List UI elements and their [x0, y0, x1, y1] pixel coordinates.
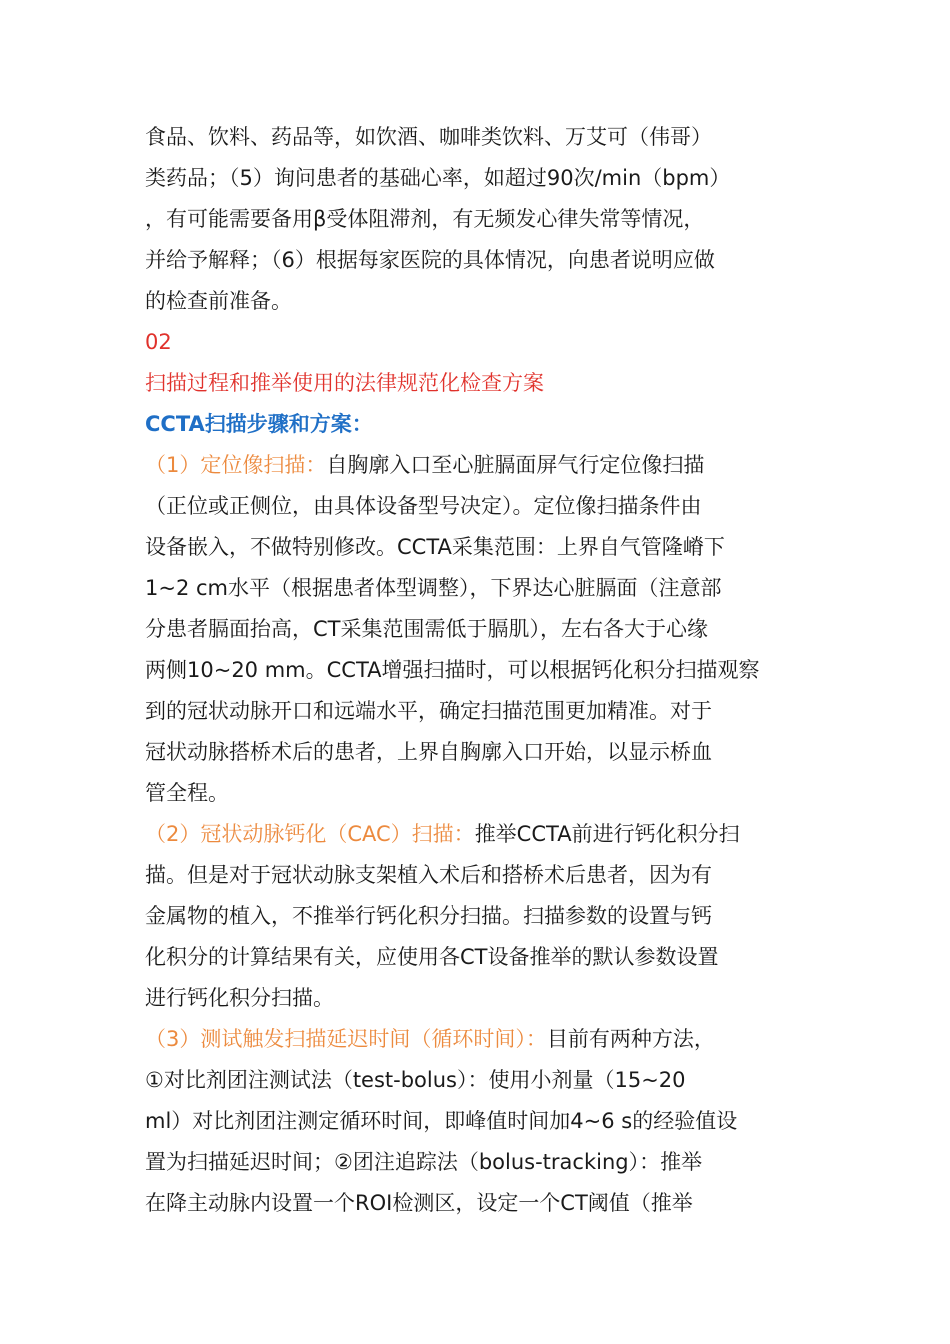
step1-first-line: [145, 445, 815, 486]
step1-line: 分患者膈面抬高，CT采集范围需低于膈肌），左右各大于心缘: [145, 617, 708, 641]
step3-line: ①对比剂团注测试法（test-bolus）：使用小剂量（15~20: [145, 1068, 686, 1092]
step1-first-text: 自胸廓入口至心脏膈面屏气行定位像扫描: [326, 453, 705, 477]
section-number: 02: [145, 330, 172, 354]
step2-line: 描。但是对于冠状动脉支架植入术后和搭桥术后患者，因为有: [145, 863, 712, 887]
step1-line: （正位或正侧位，由具体设备型号决定）。定位像扫描条件由: [145, 494, 702, 518]
intro-line: 食品、饮料、药品等，如饮酒、咖啡类饮料、万艾可（伟哥）: [145, 125, 712, 149]
intro-line: 的检查前准备。: [145, 289, 292, 313]
intro-line: 类药品；（5）询问患者的基础心率，如超过90次/min（bpm）: [145, 166, 731, 190]
step3-line: ml）对比剂团注测定循环时间，即峰值时间加4~6 s的经验值设: [145, 1109, 738, 1133]
step2-line: 金属物的植入，不推举行钙化积分扫描。扫描参数的设置与钙: [145, 904, 712, 928]
intro-line: 并给予解释；（6）根据每家医院的具体情况，向患者说明应做: [145, 248, 715, 272]
step3-first-text: 目前有两种方法，: [546, 1027, 715, 1051]
intro-line: ，有可能需要备用β受体阻滞剂，有无频发心律失常等情况，: [145, 207, 705, 231]
document-body: [145, 117, 815, 1224]
step3-first-line: [145, 1019, 815, 1060]
step1-line: 冠状动脉搭桥术后的患者，上界自胸廓入口开始，以显示桥血: [145, 740, 712, 764]
step3-heading: （3）测试触发扫描延迟时间（循环时间）：: [145, 1027, 547, 1051]
step1-line: 管全程。: [145, 781, 229, 805]
step1-line: 两侧10~20 mm。CCTA增强扫描时，可以根据钙化积分扫描观察: [145, 658, 760, 682]
step3-line: 在降主动脉内设置一个ROI检测区，设定一个CT阈值（推举: [145, 1191, 693, 1215]
step2-first-text: 推举CCTA前进行钙化积分扫: [474, 822, 740, 846]
step2-line: 化积分的计算结果有关，应使用各CT设备推举的默认参数设置: [145, 945, 719, 969]
step2-line: 进行钙化积分扫描。: [145, 986, 334, 1010]
step1-line: 到的冠状动脉开口和远端水平，确定扫描范围更加精准。对于: [145, 699, 712, 723]
section-title: 扫描过程和推举使用的法律规范化检查方案: [145, 371, 544, 395]
step3-line: 置为扫描延迟时间；②团注追踪法（bolus-tracking）：推举: [145, 1150, 703, 1174]
step1-heading: （1）定位像扫描：: [145, 453, 327, 477]
step2-heading: （2）冠状动脉钙化（CAC）扫描：: [145, 822, 475, 846]
step1-line: 设备嵌入，不做特别修改。CCTA采集范围：上界自气管隆嵴下: [145, 535, 725, 559]
step1-line: 1~2 cm水平（根据患者体型调整），下界达心脏膈面（注意部: [145, 576, 722, 600]
section-subtitle: CCTA扫描步骤和方案：: [145, 412, 373, 436]
step2-first-line: [145, 814, 815, 855]
